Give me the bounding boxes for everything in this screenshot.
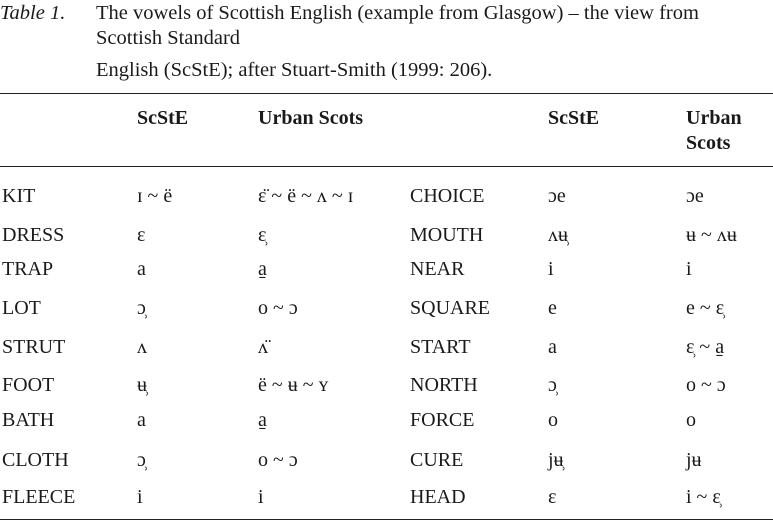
cell-lexical-set: BATH xyxy=(2,409,55,431)
cell-scste-value: a xyxy=(137,258,146,280)
cell-scste-value: a xyxy=(137,409,146,431)
cell-scste-value: ʌ xyxy=(137,336,147,358)
cell-scste-value: ɔe xyxy=(548,185,566,207)
cell-urban-scots-value: e ~ ɛ̹ xyxy=(686,297,725,319)
cell-lexical-set: CHOICE xyxy=(410,185,485,207)
cell-scste-value: o xyxy=(548,409,558,431)
cell-scste-value: ɛ xyxy=(548,486,557,508)
cell-urban-scots-value: ɛ̈ ~ ë ~ ʌ ~ ɪ xyxy=(258,185,354,207)
cell-scste-value: ɔ̹ xyxy=(137,297,146,319)
cell-urban-scots-value: ë ~ ʉ ~ ʏ xyxy=(258,374,329,396)
cell-lexical-set: FOOT xyxy=(2,374,55,396)
cell-lexical-set: FLEECE xyxy=(2,486,76,508)
cell-scste-value: ɔ̹ xyxy=(548,374,557,396)
cell-lexical-set: NORTH xyxy=(410,374,478,396)
cell-scste-value: e xyxy=(548,297,557,319)
cell-scste-value: i xyxy=(137,486,143,508)
cell-urban-scots-value: ɛ̹ xyxy=(258,224,267,246)
cell-lexical-set: LOT xyxy=(2,297,41,319)
header-scste-1: ScStE xyxy=(137,107,189,129)
table-label: Table 1. xyxy=(0,2,66,24)
cell-urban-scots-value: a̱ xyxy=(258,258,267,280)
cell-lexical-set: KIT xyxy=(2,185,36,207)
cell-urban-scots-value: ɛ̹ ~ a̱ xyxy=(686,336,725,358)
cell-urban-scots-value: o ~ ɔ xyxy=(686,374,726,396)
cell-lexical-set: SQUARE xyxy=(410,297,491,319)
cell-scste-value: i xyxy=(548,258,554,280)
cell-urban-scots-value: jʉ xyxy=(686,449,702,471)
cell-urban-scots-value: a̱ xyxy=(258,409,267,431)
header-urban-scots-1: Urban Scots xyxy=(258,107,364,129)
cell-urban-scots-value: ʌ̈ xyxy=(258,336,268,358)
caption-line-1: The vowels of Scottish English (example from Glasgow) – the view from xyxy=(96,2,699,24)
cell-lexical-set: TRAP xyxy=(2,258,54,280)
cell-urban-scots-value: i xyxy=(686,258,692,280)
cell-lexical-set: START xyxy=(410,336,471,358)
caption-line-2: Scottish Standard xyxy=(96,27,241,49)
cell-scste-value: ɔ̹ xyxy=(137,449,146,471)
cell-lexical-set: CURE xyxy=(410,449,464,471)
caption-line-3: English (ScStE); after Stuart-Smith (1999: 206). xyxy=(96,59,493,81)
cell-urban-scots-value: ʉ ~ ʌʉ xyxy=(686,224,737,246)
cell-scste-value: a xyxy=(548,336,557,358)
cell-lexical-set: STRUT xyxy=(2,336,66,358)
cell-lexical-set: HEAD xyxy=(410,486,466,508)
cell-lexical-set: NEAR xyxy=(410,258,465,280)
header-urban-scots-2-line2: Scots xyxy=(686,132,731,154)
cell-scste-value: ɪ ~ ë xyxy=(137,185,173,207)
cell-lexical-set: DRESS xyxy=(2,224,65,246)
cell-scste-value: jʉ̹ xyxy=(548,449,564,471)
cell-urban-scots-value: i ~ ɛ̹ xyxy=(686,486,721,508)
cell-scste-value: ʌʉ̹ xyxy=(548,224,568,246)
header-scste-2: ScStE xyxy=(548,107,600,129)
cell-urban-scots-value: i xyxy=(258,486,264,508)
cell-scste-value: ɛ xyxy=(137,224,146,246)
cell-urban-scots-value: o xyxy=(686,409,696,431)
cell-urban-scots-value: o ~ ɔ xyxy=(258,449,298,471)
cell-lexical-set: CLOTH xyxy=(2,449,69,471)
cell-urban-scots-value: o ~ ɔ xyxy=(258,297,298,319)
table-top-rule xyxy=(0,93,773,94)
cell-urban-scots-value: ɔe xyxy=(686,185,704,207)
cell-lexical-set: FORCE xyxy=(410,409,475,431)
table-bottom-rule xyxy=(0,519,773,520)
header-rule xyxy=(0,166,773,167)
cell-lexical-set: MOUTH xyxy=(410,224,484,246)
cell-scste-value: ʉ̹ xyxy=(137,374,147,396)
header-urban-scots-2-line1: Urban xyxy=(686,107,742,129)
